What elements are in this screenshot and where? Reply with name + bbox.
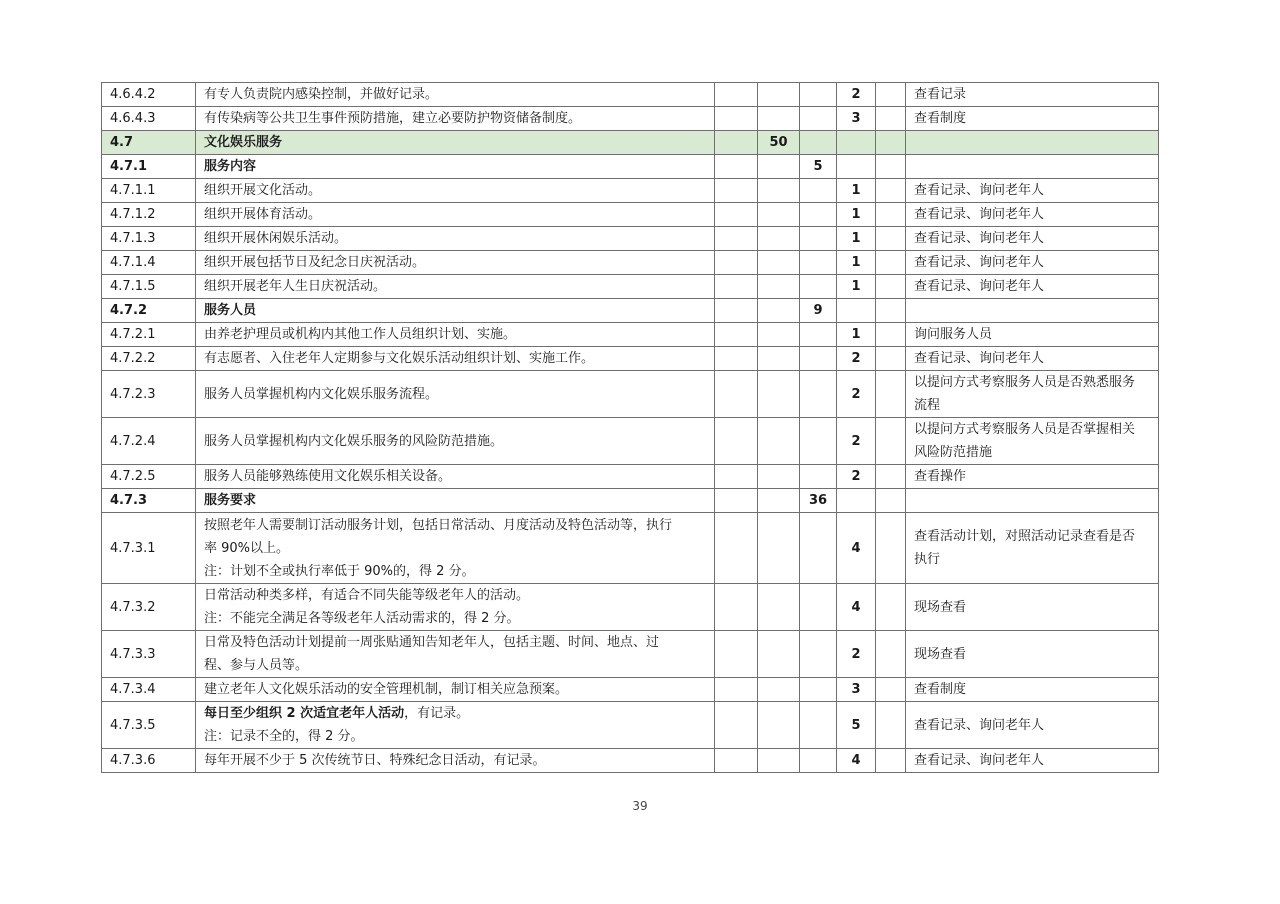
- assessment-method: [906, 702, 1159, 749]
- assessment-method: [906, 347, 1159, 371]
- item-description: [196, 418, 715, 465]
- item-score-cell: 4: [837, 584, 876, 631]
- item-score-cell: 1: [837, 251, 876, 275]
- total-score-cell: [758, 678, 800, 702]
- table-row: [102, 678, 1159, 702]
- table-row: [102, 584, 1159, 631]
- blank-cell: [715, 371, 758, 418]
- subtotal-score-cell: [800, 347, 837, 371]
- item-score-cell: 2: [837, 465, 876, 489]
- subtotal-score-cell: [800, 678, 837, 702]
- assessment-method: [906, 299, 1159, 323]
- item-description: [196, 107, 715, 131]
- subtotal-score-cell: [800, 227, 837, 251]
- total-score-cell: [758, 702, 800, 749]
- cell-line: 查看记录、询问老年人: [914, 279, 1045, 294]
- assessment-method: [906, 418, 1159, 465]
- cell-line: 组织开展文化活动。: [204, 183, 322, 198]
- assessment-method: [906, 203, 1159, 227]
- item-description: [196, 275, 715, 299]
- cell-line: 服务人员掌握机构内文化娱乐服务的风险防范措施。: [204, 433, 504, 449]
- item-code: 4.7.2.5: [102, 465, 196, 489]
- blank-cell: [715, 678, 758, 702]
- subtotal-score-cell: 9: [800, 299, 837, 323]
- score-table: [101, 82, 1159, 773]
- total-score-cell: [758, 749, 800, 773]
- cell-line: 现场查看: [914, 599, 967, 615]
- item-score-cell: 1: [837, 203, 876, 227]
- cell-line: 程、参与人员等。: [204, 658, 309, 673]
- total-score-cell: [758, 465, 800, 489]
- cell-line: 查看记录、询问老年人: [914, 183, 1045, 198]
- total-score-cell: [758, 179, 800, 203]
- item-description: [196, 749, 715, 773]
- cell-line: 注：计划不全或执行率低于 90%的，得 2 分。: [204, 563, 475, 579]
- item-code: 4.7.2.4: [102, 418, 196, 465]
- blank-cell: [876, 83, 906, 107]
- item-code: 4.7.2: [102, 299, 196, 323]
- table-row: [102, 107, 1159, 131]
- item-score-cell: 1: [837, 227, 876, 251]
- blank-cell: [876, 678, 906, 702]
- subtotal-score-cell: [800, 131, 837, 155]
- cell-line: 查看记录、询问老年人: [914, 255, 1045, 270]
- cell-line: 查看记录、询问老年人: [914, 231, 1045, 246]
- cell-line: 查看操作: [914, 469, 967, 484]
- subtotal-score-cell: [800, 418, 837, 465]
- item-description: [196, 251, 715, 275]
- subtotal-score-cell: [800, 749, 837, 773]
- table-row: [102, 251, 1159, 275]
- subtotal-score-cell: [800, 203, 837, 227]
- item-code: 4.7.3.4: [102, 678, 196, 702]
- item-code: 4.7.1: [102, 155, 196, 179]
- cell-line: 文化娱乐服务: [204, 135, 283, 150]
- cell-line: 以提问方式考察服务人员是否熟悉服务: [914, 375, 1136, 390]
- item-description: [196, 678, 715, 702]
- item-code: 4.7.3.2: [102, 584, 196, 631]
- subtotal-score-cell: 36: [800, 489, 837, 513]
- blank-cell: [715, 155, 758, 179]
- total-score-cell: [758, 107, 800, 131]
- blank-cell: [715, 513, 758, 584]
- cell-line: 以提问方式考察服务人员是否掌握相关: [914, 422, 1136, 437]
- item-code: 4.7.1.5: [102, 275, 196, 299]
- table-row: [102, 418, 1159, 465]
- table-row: [102, 465, 1159, 489]
- blank-cell: [715, 299, 758, 323]
- assessment-method: [906, 131, 1159, 155]
- assessment-method: [906, 323, 1159, 347]
- lead-rest-text: ，有记录。: [404, 706, 470, 721]
- assessment-method: [906, 465, 1159, 489]
- subtotal-score-cell: [800, 275, 837, 299]
- blank-cell: [876, 179, 906, 203]
- total-score-cell: 50: [758, 131, 800, 155]
- table-row: [102, 323, 1159, 347]
- cell-line: 注：记录不全的，得 2 分。: [204, 729, 364, 744]
- blank-cell: [876, 749, 906, 773]
- blank-cell: [876, 107, 906, 131]
- blank-cell: [715, 251, 758, 275]
- cell-line: 查看制度: [914, 682, 967, 697]
- blank-cell: [876, 203, 906, 227]
- table-row: [102, 489, 1159, 513]
- total-score-cell: [758, 203, 800, 227]
- cell-line: 率 90%以上。: [204, 540, 290, 556]
- item-description: [196, 513, 715, 584]
- cell-line: 查看记录、询问老年人: [914, 351, 1045, 366]
- blank-cell: [715, 203, 758, 227]
- blank-cell: [876, 155, 906, 179]
- subtotal-score-cell: [800, 107, 837, 131]
- blank-cell: [876, 465, 906, 489]
- cell-line: 查看记录、询问老年人: [914, 717, 1045, 733]
- table-row: [102, 275, 1159, 299]
- cell-line: 建立老年人文化娱乐活动的安全管理机制，制订相关应急预案。: [204, 682, 569, 697]
- subtotal-score-cell: [800, 323, 837, 347]
- cell-line: 组织开展休闲娱乐活动。: [204, 231, 348, 246]
- total-score-cell: [758, 275, 800, 299]
- cell-line: 日常及特色活动计划提前一周张贴通知告知老年人，包括主题、时间、地点、过: [204, 635, 660, 650]
- blank-cell: [876, 584, 906, 631]
- item-code: 4.7.3: [102, 489, 196, 513]
- blank-cell: [876, 371, 906, 418]
- assessment-method: [906, 749, 1159, 773]
- table-row: [102, 179, 1159, 203]
- table-body: [102, 83, 1159, 773]
- item-code: 4.7.1.3: [102, 227, 196, 251]
- cell-line: 查看记录、询问老年人: [914, 207, 1045, 222]
- assessment-method: [906, 371, 1159, 418]
- cell-line: 查看记录、询问老年人: [914, 753, 1045, 768]
- blank-cell: [715, 107, 758, 131]
- blank-cell: [715, 465, 758, 489]
- item-code: 4.7.2.3: [102, 371, 196, 418]
- table-row: [102, 631, 1159, 678]
- blank-cell: [715, 418, 758, 465]
- blank-cell: [876, 131, 906, 155]
- total-score-cell: [758, 155, 800, 179]
- item-code: 4.6.4.3: [102, 107, 196, 131]
- cell-line: 服务人员: [204, 303, 257, 318]
- item-description: [196, 347, 715, 371]
- blank-cell: [876, 227, 906, 251]
- total-score-cell: [758, 584, 800, 631]
- item-score-cell: 1: [837, 323, 876, 347]
- item-description: [196, 131, 715, 155]
- item-description: [196, 83, 715, 107]
- item-description: [196, 631, 715, 678]
- item-score-cell: 3: [837, 107, 876, 131]
- table-row: [102, 83, 1159, 107]
- blank-cell: [876, 489, 906, 513]
- blank-cell: [715, 584, 758, 631]
- total-score-cell: [758, 631, 800, 678]
- assessment-method: [906, 513, 1159, 584]
- table-row: [102, 371, 1159, 418]
- table-row: [102, 702, 1159, 749]
- item-score-cell: 3: [837, 678, 876, 702]
- subtotal-score-cell: [800, 631, 837, 678]
- item-code: 4.7.1.2: [102, 203, 196, 227]
- cell-line: 服务要求: [204, 493, 257, 508]
- blank-cell: [715, 323, 758, 347]
- item-score-cell: 2: [837, 418, 876, 465]
- table-row: [102, 227, 1159, 251]
- assessment-method: [906, 678, 1159, 702]
- item-score-cell: 1: [837, 275, 876, 299]
- item-description: [196, 227, 715, 251]
- table-row: [102, 131, 1159, 155]
- item-description: [196, 155, 715, 179]
- item-code: 4.7.3.1: [102, 513, 196, 584]
- table-row: [102, 203, 1159, 227]
- item-score-cell: 2: [837, 371, 876, 418]
- cell-line: 组织开展体育活动。: [204, 207, 322, 222]
- item-code: 4.6.4.2: [102, 83, 196, 107]
- subtotal-score-cell: 5: [800, 155, 837, 179]
- total-score-cell: [758, 371, 800, 418]
- item-description: [196, 371, 715, 418]
- blank-cell: [715, 749, 758, 773]
- blank-cell: [876, 299, 906, 323]
- subtotal-score-cell: [800, 513, 837, 584]
- blank-cell: [715, 179, 758, 203]
- blank-cell: [876, 418, 906, 465]
- blank-cell: [876, 323, 906, 347]
- blank-cell: [715, 83, 758, 107]
- item-code: 4.7.2.2: [102, 347, 196, 371]
- total-score-cell: [758, 227, 800, 251]
- subtotal-score-cell: [800, 179, 837, 203]
- blank-cell: [876, 702, 906, 749]
- total-score-cell: [758, 299, 800, 323]
- cell-line: 查看活动计划，对照活动记录查看是否: [914, 529, 1136, 544]
- blank-cell: [876, 275, 906, 299]
- item-code: 4.7.3.3: [102, 631, 196, 678]
- cell-line: 服务内容: [204, 159, 257, 174]
- assessment-method: [906, 275, 1159, 299]
- subtotal-score-cell: [800, 251, 837, 275]
- cell-line: 有传染病等公共卫生事件预防措施，建立必要防护物资储备制度。: [204, 111, 582, 126]
- cell-line: [204, 702, 706, 725]
- assessment-method: [906, 489, 1159, 513]
- cell-line: 有专人负责院内感染控制，并做好记录。: [204, 87, 439, 102]
- table-row: [102, 513, 1159, 584]
- total-score-cell: [758, 418, 800, 465]
- cell-line: 服务人员能够熟练使用文化娱乐相关设备。: [204, 469, 452, 484]
- cell-line: 由养老护理员或机构内其他工作人员组织计划、实施。: [204, 327, 517, 342]
- total-score-cell: [758, 347, 800, 371]
- subtotal-score-cell: [800, 371, 837, 418]
- table-row: [102, 155, 1159, 179]
- item-score-cell: 2: [837, 83, 876, 107]
- cell-line: 查看记录: [914, 87, 967, 102]
- item-score-cell: [837, 489, 876, 513]
- blank-cell: [715, 631, 758, 678]
- total-score-cell: [758, 251, 800, 275]
- cell-line: 注：不能完全满足各等级老年人活动需求的，得 2 分。: [204, 611, 520, 626]
- assessment-method: [906, 227, 1159, 251]
- assessment-method: [906, 83, 1159, 107]
- item-description: [196, 465, 715, 489]
- item-score-cell: 5: [837, 702, 876, 749]
- blank-cell: [876, 631, 906, 678]
- cell-line: 现场查看: [914, 646, 967, 662]
- item-description: [196, 299, 715, 323]
- cell-line: 流程: [914, 398, 941, 413]
- cell-line: 组织开展包括节日及纪念日庆祝活动。: [204, 255, 426, 270]
- subtotal-score-cell: [800, 465, 837, 489]
- blank-cell: [876, 347, 906, 371]
- item-code: 4.7.1.1: [102, 179, 196, 203]
- total-score-cell: [758, 513, 800, 584]
- item-description: [196, 323, 715, 347]
- page-number: 39: [632, 799, 648, 813]
- assessment-method: [906, 155, 1159, 179]
- assessment-method: [906, 584, 1159, 631]
- total-score-cell: [758, 489, 800, 513]
- assessment-method: [906, 251, 1159, 275]
- item-score-cell: [837, 131, 876, 155]
- cell-line: 查看制度: [914, 111, 967, 126]
- subtotal-score-cell: [800, 702, 837, 749]
- item-code: 4.7.1.4: [102, 251, 196, 275]
- blank-cell: [715, 131, 758, 155]
- item-score-cell: 4: [837, 749, 876, 773]
- total-score-cell: [758, 83, 800, 107]
- assessment-method: [906, 179, 1159, 203]
- cell-line: 组织开展老年人生日庆祝活动。: [204, 279, 387, 294]
- assessment-method: [906, 107, 1159, 131]
- blank-cell: [876, 513, 906, 584]
- cell-line: 按照老年人需要制订活动服务计划，包括日常活动、月度活动及特色活动等，执行: [204, 517, 673, 533]
- item-code: 4.7: [102, 131, 196, 155]
- subtotal-score-cell: [800, 584, 837, 631]
- item-code: 4.7.2.1: [102, 323, 196, 347]
- item-score-cell: [837, 299, 876, 323]
- item-description: [196, 203, 715, 227]
- item-score-cell: 2: [837, 347, 876, 371]
- cell-line: 每年开展不少于 5 次传统节日、特殊纪念日活动，有记录。: [204, 753, 546, 768]
- cell-line: 日常活动种类多样，有适合不同失能等级老年人的活动。: [204, 588, 530, 603]
- table-row: [102, 347, 1159, 371]
- assessment-method: [906, 631, 1159, 678]
- blank-cell: [715, 347, 758, 371]
- blank-cell: [715, 702, 758, 749]
- item-score-cell: 4: [837, 513, 876, 584]
- blank-cell: [715, 227, 758, 251]
- bold-lead-text: 每日至少组织 2 次适宜老年人活动: [204, 706, 405, 721]
- item-code: 4.7.3.5: [102, 702, 196, 749]
- item-score-cell: [837, 155, 876, 179]
- blank-cell: [715, 489, 758, 513]
- cell-line: 有志愿者、入住老年人定期参与文化娱乐活动组织计划、实施工作。: [204, 351, 595, 366]
- item-description: [196, 179, 715, 203]
- item-description: [196, 489, 715, 513]
- item-description: [196, 584, 715, 631]
- subtotal-score-cell: [800, 83, 837, 107]
- item-score-cell: 1: [837, 179, 876, 203]
- blank-cell: [715, 275, 758, 299]
- blank-cell: [876, 251, 906, 275]
- item-score-cell: 2: [837, 631, 876, 678]
- cell-line: 执行: [914, 552, 941, 567]
- cell-line: 风险防范措施: [914, 445, 993, 460]
- total-score-cell: [758, 323, 800, 347]
- table-row: [102, 299, 1159, 323]
- cell-line: 询问服务人员: [914, 327, 993, 342]
- item-description: [196, 702, 715, 749]
- cell-line: 服务人员掌握机构内文化娱乐服务流程。: [204, 386, 439, 402]
- item-code: 4.7.3.6: [102, 749, 196, 773]
- table-row: [102, 749, 1159, 773]
